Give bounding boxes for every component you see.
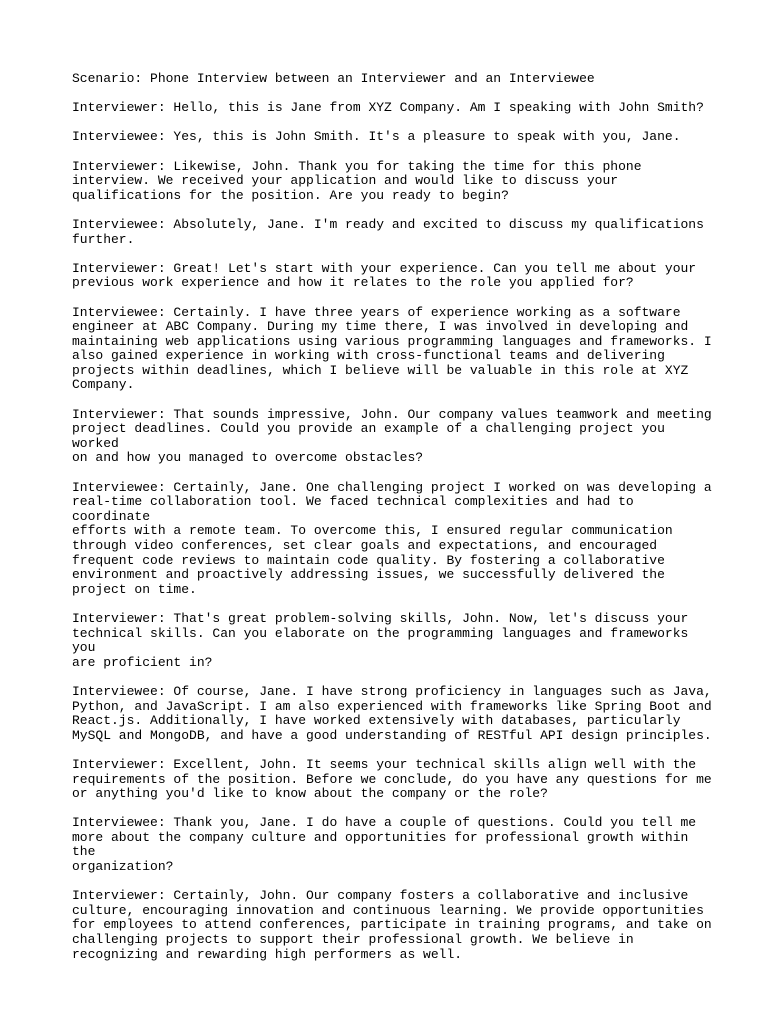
dialogue-paragraph: Interviewer: That sounds impressive, John. Our company values teamwork and meeting project deadlines. Could you provide an example of a challenging project you worked on and how you managed to overcome obstacles? xyxy=(72,406,712,466)
dialogue-paragraph: Interviewer: That's great problem-solving skills, John. Now, let's discuss your technical skills. Can you elaborate on the programming languages and frameworks you are proficient in? xyxy=(72,610,689,670)
dialogue-paragraph: Interviewee: Yes, this is John Smith. It's a pleasure to speak with you, Jane. xyxy=(72,129,681,145)
dialogue-paragraph: Interviewee: Absolutely, Jane. I'm ready and excited to discuss my qualifications further. xyxy=(72,216,704,247)
dialogue-paragraph: Interviewer: Certainly, John. Our company fosters a collaborative and inclusive culture, encouraging innovation and continuous learning. We provide opportunities for employees to attend conferences, participate in training programs, and take on challenging projects to support their professional growth. We believe in recognizing and rewarding high performers as well. xyxy=(72,888,712,962)
dialogue-paragraph: Interviewer: Excellent, John. It seems your technical skills align well with the requirements of the position. Before we conclude, do you have any questions for me or anything you'd like to know about the company or the role? xyxy=(72,756,712,802)
document-page xyxy=(72,72,712,977)
dialogue-paragraph: Interviewee: Certainly, Jane. One challenging project I worked on was developing a real-time collaboration tool. We faced technical complexities and had to coordinate efforts with a remote team. To overcome this, I ensured regular communication through video conferences, set clear goals and expectations, and encouraged frequent code reviews to maintain code quality. By fostering a collaborative environment and proactively addressing issues, we successfully delivered the project on time. xyxy=(72,479,712,597)
dialogue-paragraph: Interviewer: Hello, this is Jane from XYZ Company. Am I speaking with John Smith? xyxy=(72,100,704,116)
dialogue-paragraph: Interviewer: Likewise, John. Thank you for taking the time for this phone interview. We received your application and would like to discuss your qualifications for the position. Are you ready to begin? xyxy=(72,158,642,203)
dialogue-paragraph: Interviewee: Of course, Jane. I have strong proficiency in languages such as Java, Python, and JavaScript. I am also experienced with frameworks like Spring Boot and React.js. Additionally, I have worked extensively with databases, particularly MySQL and MongoDB, and have a good understanding of RESTful API design principles. xyxy=(72,683,712,743)
dialogue-paragraph: Interviewer: Great! Let's start with your experience. Can you tell me about your previous work experience and how it relates to the role you applied for? xyxy=(72,260,697,291)
dialogue-paragraph: Interviewee: Certainly. I have three years of experience working as a software engineer at ABC Company. During my time there, I was involved in developing and maintaining web applications using various programming languages and frameworks. I also gained experience in working with cross-functional teams and delivering projects within deadlines, which I believe will be valuable in this role at XYZ Company. xyxy=(72,304,712,393)
scenario-heading: Scenario: Phone Interview between an Interviewer and an Interviewee xyxy=(72,71,595,86)
dialogue-paragraph: Interviewee: Thank you, Jane. I do have a couple of questions. Could you tell me more about the company culture and opportunities for professional growth within the organization? xyxy=(72,815,697,875)
